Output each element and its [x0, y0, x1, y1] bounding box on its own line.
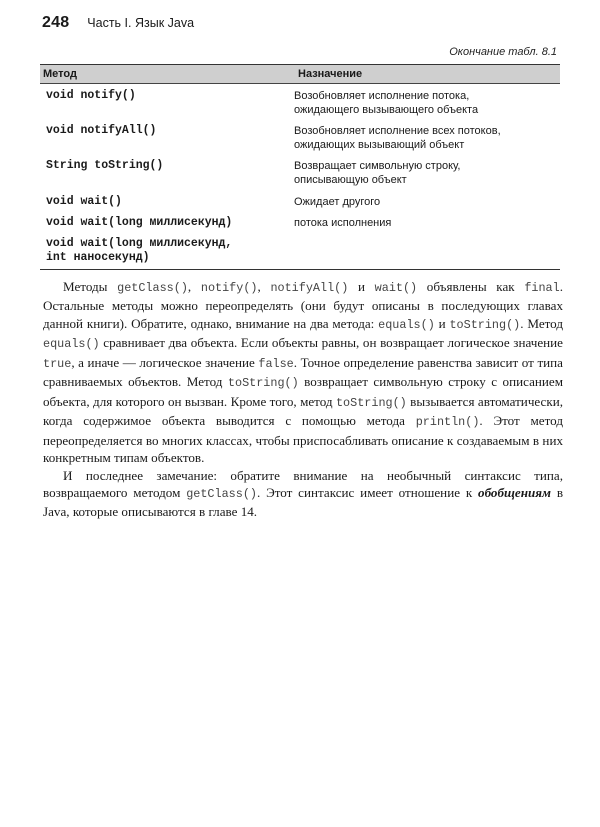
description-cell: [292, 89, 560, 117]
description-line: Ожидает другого: [294, 196, 381, 208]
paragraph: И последнее замечание: обратите внимание на необычный синтаксис типа, возвращаемого методом getClass(). Этот синтаксис имеет отношение к обобщениям в Java, которые описываются в главе 14.: [43, 467, 563, 520]
table-row: [40, 209, 560, 230]
description-cell: [292, 159, 560, 187]
method-cell: void wait(): [46, 195, 122, 208]
description-line: ожидающих вызывающий объект: [294, 139, 465, 151]
method-cell: void notifyAll(): [46, 124, 157, 137]
method-cell: [40, 237, 292, 265]
column-header-method: Метод: [43, 68, 77, 80]
paragraph: Методы getClass(), notify(), notifyAll() и wait() объявлены как final. Остальные методы можно переопределять (они будут описаны в последующих главах данной книги). Обратите, однако, внимание на два метода: equals() и toString(). Метод equals() сравнивает два объекта. Если объекты равны, он возвращает логическое значение true, а иначе — логическое значение false. Точное определение равенства зависит от типа сравниваемых объектов. Метод toString() возвращает символьную строку с описанием объекта, для которого он вызван. Кроме того, метод toString() вызывается автоматически, когда содержимое объекта выводится с помощью метода println(). Этот метод переопределяется во многих классах, чтобы приспосабливать описание к создаваемым в них конкретным типам объектов.: [43, 279, 564, 466]
running-head: Часть I. Язык Java: [87, 16, 195, 30]
method-line: int наносекунд): [46, 251, 150, 264]
table-row: [40, 152, 560, 187]
description-cell: [292, 237, 560, 265]
method-cell: String toString(): [46, 159, 164, 172]
description-cell: [292, 216, 560, 230]
method-cell: void wait(long миллисекунд): [46, 216, 233, 229]
method-line: void wait(long миллисекунд,: [46, 237, 233, 250]
description-line: ожидающего вызывающего объекта: [294, 104, 479, 116]
description-cell: [292, 195, 560, 209]
body-text: [43, 278, 563, 521]
table-caption: Окончание табл. 8.1: [449, 46, 557, 58]
description-line: Возвращает символьную строку,: [294, 160, 461, 172]
description-line: потока исполнения: [294, 217, 392, 229]
description-line: Возобновляет исполнение всех потоков,: [294, 125, 501, 137]
page-header: [42, 14, 562, 32]
page-number: 248: [42, 14, 70, 31]
column-header-purpose: Назначение: [298, 68, 363, 80]
description-line: описывающую объект: [294, 174, 407, 186]
method-cell: void notify(): [46, 89, 136, 102]
methods-table: [40, 64, 560, 270]
description-line: Возобновляет исполнение потока,: [294, 90, 470, 102]
table-row: [40, 187, 560, 209]
table-row: [40, 230, 560, 269]
table-header-row: [40, 64, 560, 84]
table-row: [40, 84, 560, 117]
description-cell: [292, 124, 560, 152]
table-bottom-rule: [40, 269, 560, 270]
table-row: [40, 117, 560, 152]
